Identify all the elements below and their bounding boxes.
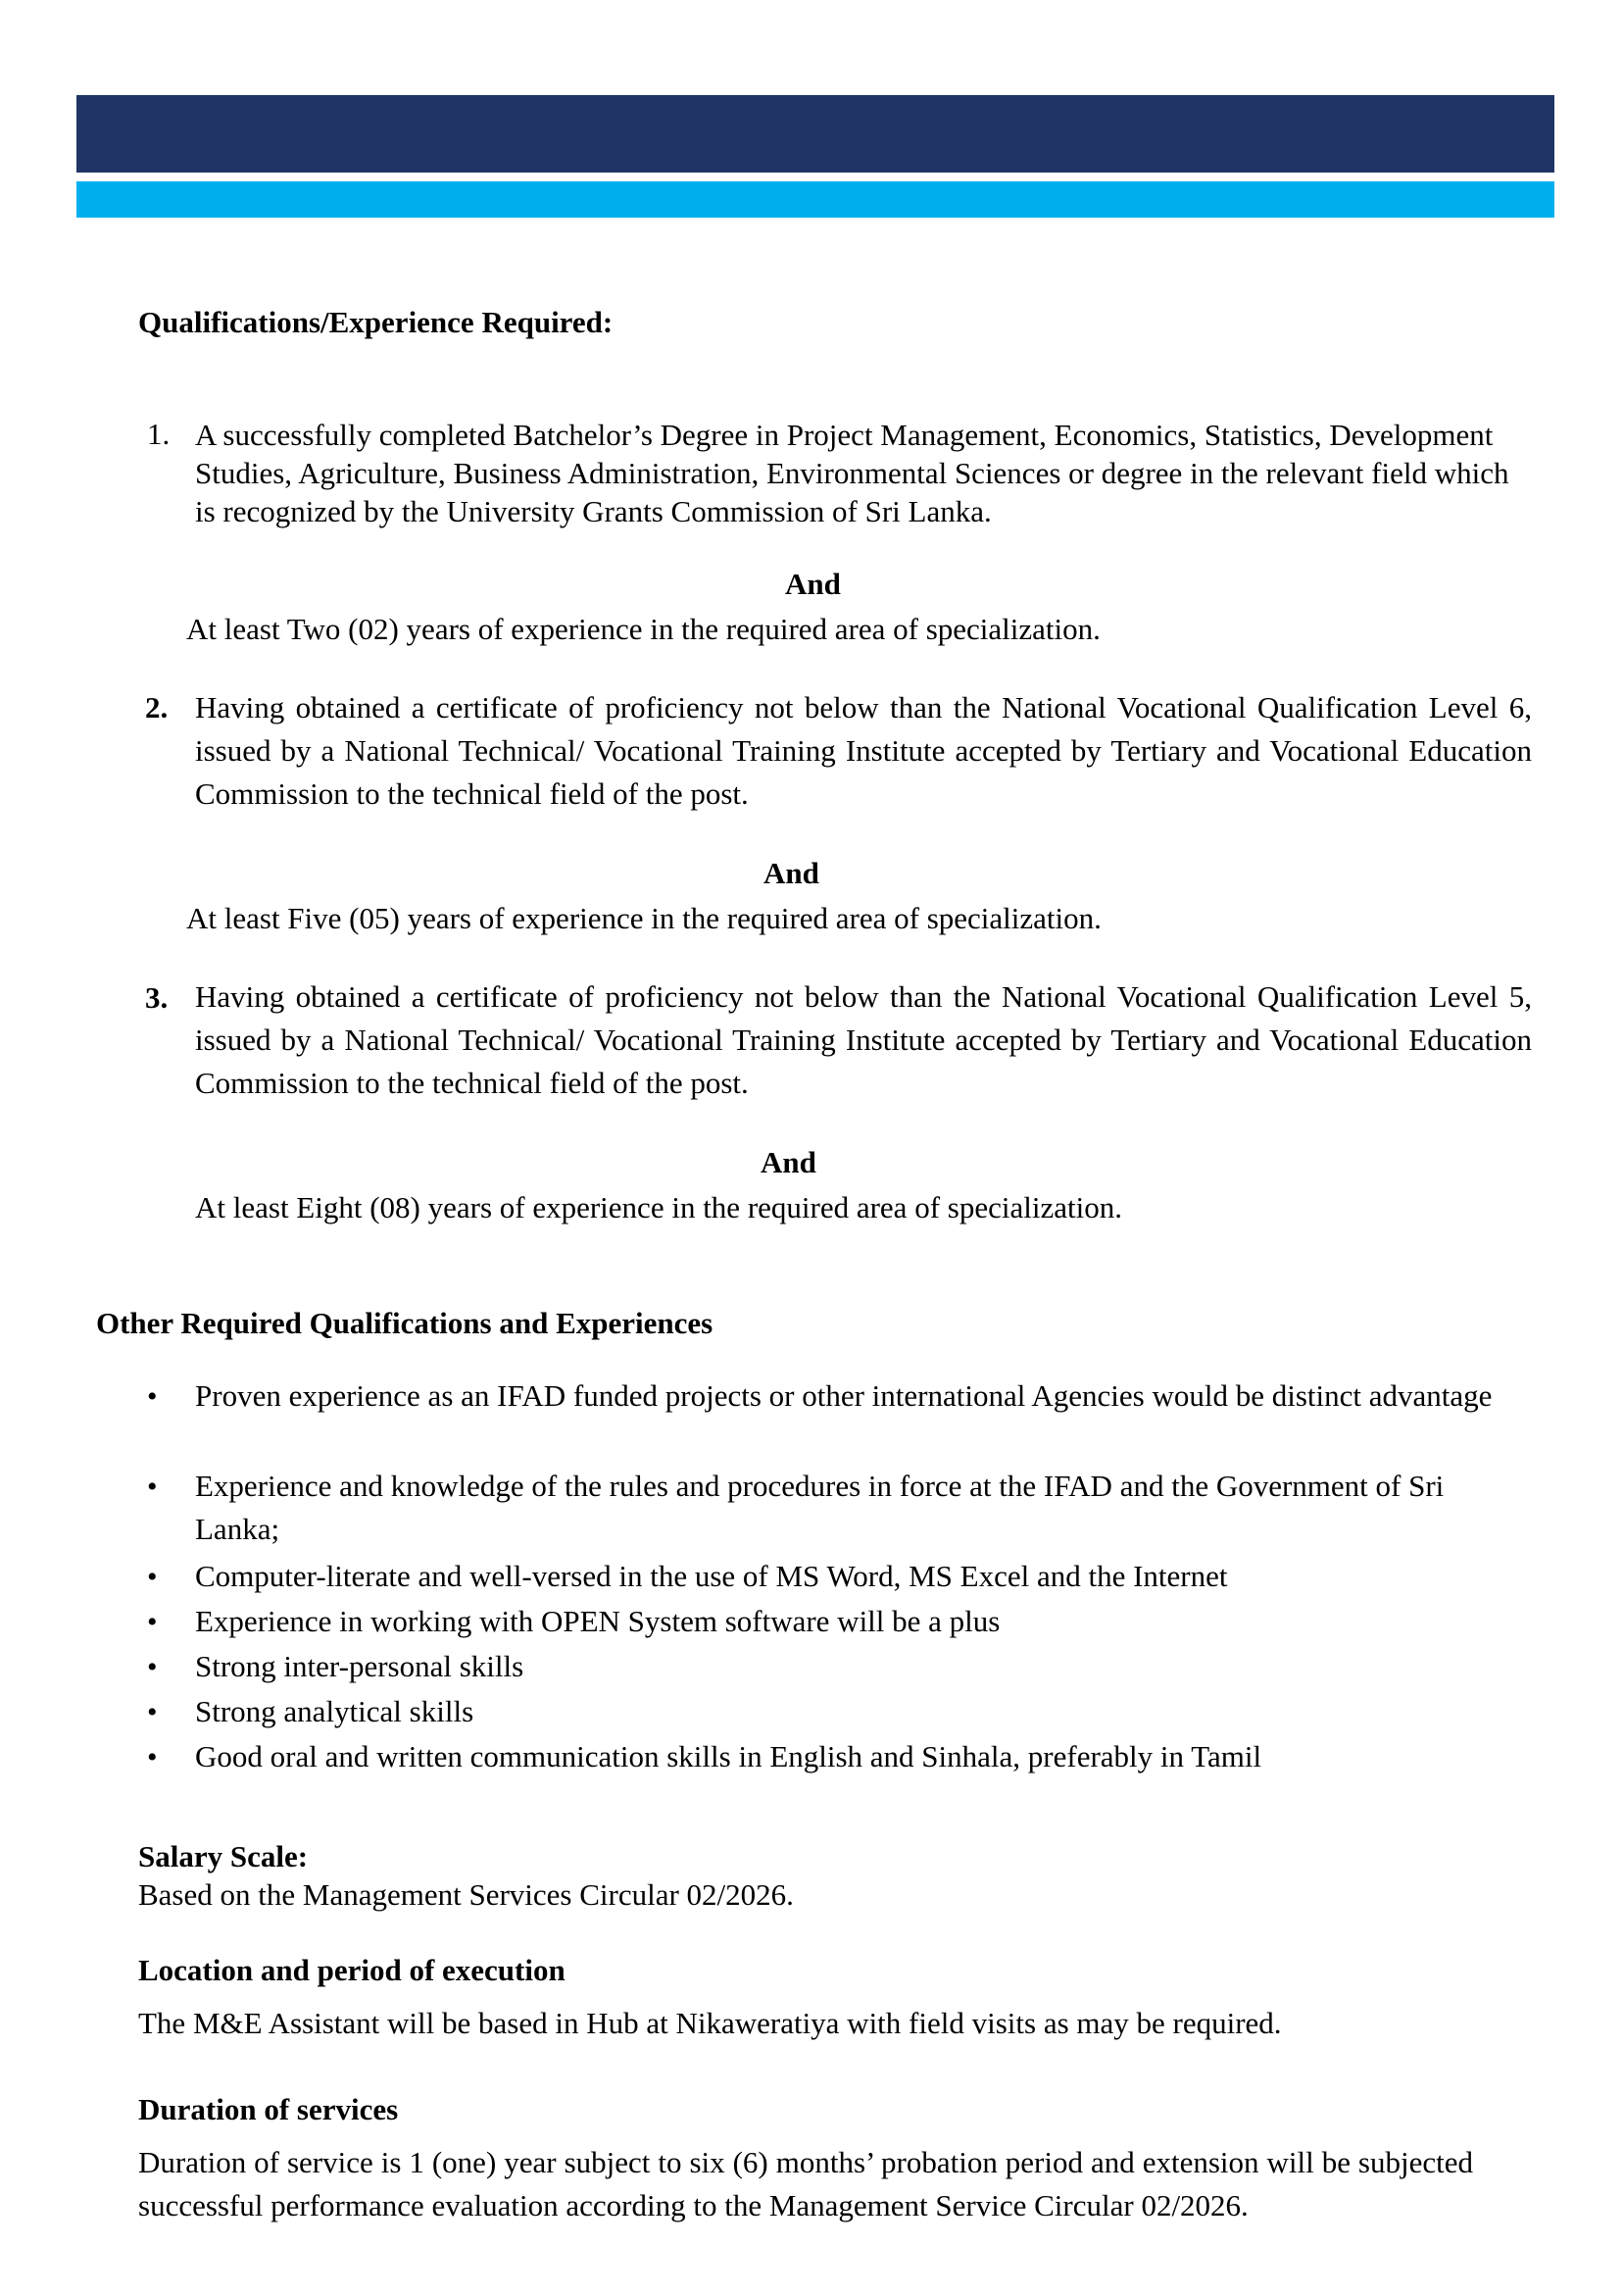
salary-text: Based on the Management Services Circular 02/2026. [138,1877,794,1912]
bullet-marker: • [147,1651,158,1683]
header-band-navy [76,95,1554,173]
header-band-cyan [76,181,1554,218]
duration-text: Duration of service is 1 (one) year subject to six (6) months’ probation period and extension will be subjected successful performance evaluation according to the Management Service Circular 02/2026. [138,2145,1473,2222]
other-qualification-item: Computer-literate and well-versed in the use of MS Word, MS Excel and the Internet [195,1559,1228,1593]
experience-requirement-2: At least Five (05) years of experience in the required area of specialization. [186,901,1102,935]
duration-heading: Duration of services [138,2092,399,2126]
other-qualification-item: Experience in working with OPEN System software will be a plus [195,1604,1001,1638]
bullet-marker: • [147,1606,158,1638]
and-label-1: And [785,567,841,601]
salary-heading: Salary Scale: [138,1839,309,1873]
other-qualification-item: Strong inter-personal skills [195,1649,524,1683]
location-text: The M&E Assistant will be based in Hub at Nikaweratiya with field visits as may be required. [138,2006,1282,2040]
item-number-3: 3. [145,980,169,1015]
experience-requirement-3: At least Eight (08) years of experience in the required area of specialization. [195,1190,1122,1224]
other-qualifications-heading: Other Required Qualifications and Experiences [96,1306,713,1340]
qualifications-heading: Qualifications/Experience Required: [138,305,614,339]
other-qualification-item: Experience and knowledge of the rules and procedures in force at the IFAD and the Government of Sri Lanka; [195,1469,1445,1546]
item-number-2: 2. [145,690,169,724]
and-label-2: And [763,856,819,890]
qualification-item-3-text: Having obtained a certificate of proficiency not below than the National Vocational Qualification Level 5, issued by a National Technical/ Vocational Training Institute accepted by Tertiary and Vocational Education Commission to the technical field of the post. [195,979,1532,1100]
location-heading: Location and period of execution [138,1953,566,1987]
bullet-marker: • [147,1696,158,1728]
and-label-3: And [761,1145,816,1179]
item-number-1: 1. [147,417,171,451]
bullet-marker: • [147,1471,158,1503]
bullet-marker: • [147,1741,158,1773]
experience-requirement-1: At least Two (02) years of experience in the required area of specialization. [186,612,1101,646]
other-qualification-item: Strong analytical skills [195,1694,474,1728]
qualification-item-2-text: Having obtained a certificate of proficiency not below than the National Vocational Qualification Level 6, issued by a National Technical/ Vocational Training Institute accepted by Tertiary and Vocational Education Commission to the technical field of the post. [195,690,1532,811]
other-qualification-item: Proven experience as an IFAD funded projects or other international Agencies would be distinct advantage [195,1378,1493,1413]
qualification-item-1-text: A successfully completed Batchelor’s Degree in Project Management, Economics, Statistics, Development Studies, Agriculture, Business Administration, Environmental Sciences or degree in the relevant field which is recognized by the University Grants Commission of Sri Lanka. [195,418,1509,528]
bullet-marker: • [147,1380,158,1413]
bullet-marker: • [147,1561,158,1593]
other-qualification-item: Good oral and written communication skills in English and Sinhala, preferably in Tamil [195,1739,1262,1773]
